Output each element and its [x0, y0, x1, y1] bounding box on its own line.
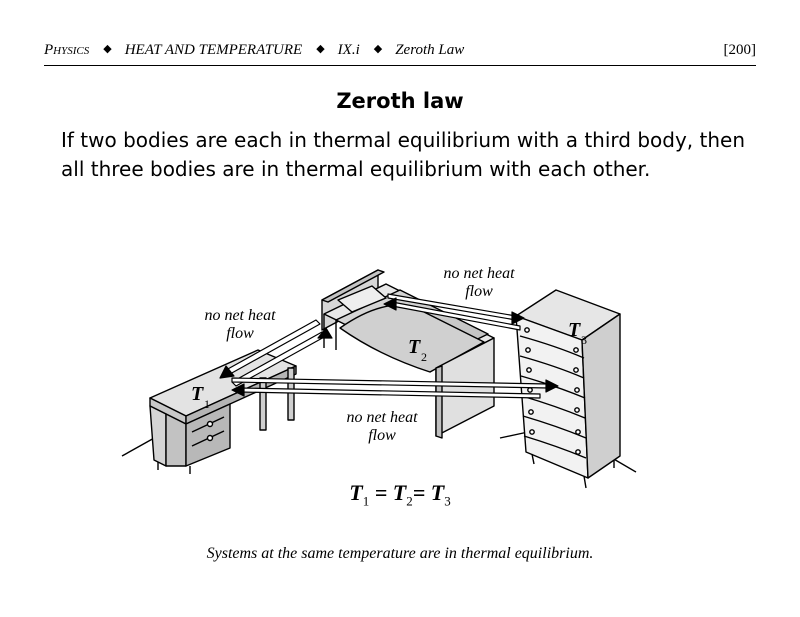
header-chapter: HEAT AND TEMPERATURE [124, 42, 303, 58]
page-title: Zeroth law [336, 89, 464, 113]
bullet-separator: ◆ [316, 43, 325, 55]
desk-temperature-subscript: 1 [204, 397, 210, 411]
arrow-dresser-desk [240, 388, 540, 398]
flow-label-bottom-line1: no net heat [346, 409, 418, 426]
zeroth-law-illustration [0, 250, 800, 500]
bullet-separator: ◆ [373, 43, 383, 55]
desk-drawing [150, 350, 296, 474]
bed-temperature-subscript: 2 [421, 350, 427, 364]
breadcrumb [44, 42, 464, 59]
floor-line [612, 458, 636, 472]
flow-label-bottom-line2: flow [368, 427, 396, 444]
flow-label-left-line1: no net heat [204, 307, 276, 324]
dresser-temperature-label: T [568, 319, 581, 341]
law-statement: If two bodies are each in thermal equilibrium with a third body, then all three bodies are in thermal equilibrium with each other. [61, 128, 745, 181]
equilibrium-equation: $T_1 = T_2= T_3$ [349, 480, 451, 509]
arrow-desk-dresser [232, 378, 548, 388]
figure-caption: Systems at the same temperature are in thermal equilibrium. [206, 545, 594, 562]
flow-label-top-line1: no net heat [443, 265, 515, 282]
header-subject: Physics [44, 42, 90, 58]
dresser-temperature-subscript: 3 [581, 333, 587, 347]
bed-temperature-label: T [408, 336, 421, 358]
running-header [44, 42, 756, 62]
floor-line [500, 432, 528, 438]
bullet-separator: ◆ [103, 43, 112, 55]
header-rule [44, 65, 756, 66]
header-section: IX.i [337, 42, 360, 58]
flow-label-left-line2: flow [226, 325, 254, 342]
flow-label-top-line2: flow [465, 283, 493, 300]
desk-temperature-label: T [191, 383, 204, 405]
header-topic: Zeroth Law [395, 42, 465, 58]
page-number: [200] [723, 42, 756, 58]
